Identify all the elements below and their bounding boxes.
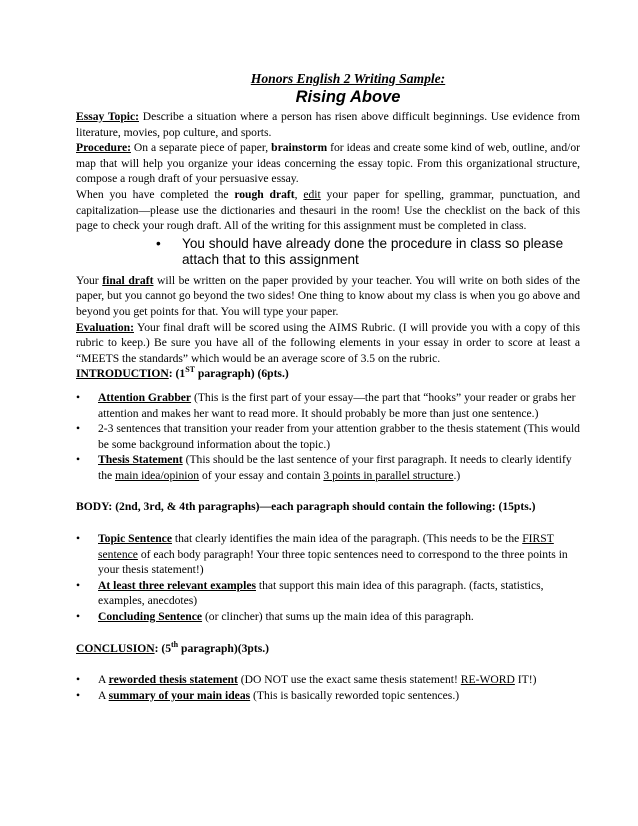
examples-text: that support this main idea of this paragraph. (facts, statistics, examples, anecdotes) — [98, 578, 544, 608]
rough-draft-text-1: When you have completed the — [76, 187, 235, 201]
essay-topic-paragraph — [76, 109, 580, 140]
list-item — [76, 452, 580, 483]
list-item — [76, 531, 580, 578]
procedure-note-text: You should have already done the procedure in class so please attach that to this assignment — [182, 235, 564, 268]
rough-draft-edit: edit — [303, 187, 321, 201]
procedure-brainstorm: brainstorm — [271, 141, 328, 155]
reworded-reword: RE-WORD — [460, 673, 515, 687]
topic-sentence-text-1: that clearly identifies the main idea of the paragraph. (This needs to be the — [171, 532, 523, 546]
concluding-sentence-text: (or clincher) that sums up the main idea of this paragraph. — [202, 610, 474, 624]
rough-draft-text-2: , — [294, 187, 304, 201]
conclusion-heading-rest: paragraph)(3pts.) — [178, 641, 269, 655]
attention-grabber-label: Attention Grabber — [98, 390, 192, 404]
thesis-parallel-structure: 3 points in parallel structure — [323, 468, 454, 482]
bullet-icon: • — [76, 532, 81, 546]
summary-pre: A — [98, 688, 109, 702]
summary-text: (This is basically reworded topic sentences.) — [250, 688, 460, 702]
evaluation-text: Your final draft will be scored using the AIMS Rubric. (I will provide you with a copy of this rubric to keep.) Be sure you have all of the following elements in your essay in order to score at least a “MEETS the standards” which would be an average score of 3.5 on the rubric. — [76, 320, 580, 365]
reworded-text-2: IT!) — [514, 673, 537, 687]
thesis-text-2: of your essay and contain — [199, 468, 324, 482]
examples-label: At least three relevant examples — [98, 578, 256, 592]
list-item — [76, 390, 580, 421]
thesis-text-1: (This should be the last sentence of your first paragraph. It needs to clearly identify the — [98, 453, 572, 482]
introduction-list — [76, 390, 580, 484]
attention-grabber-text: (This is the first part of your essay—the part that “hooks” your reader or grabs her attention and makes her want to read more. It should probably be more than just one sentence.) — [98, 390, 576, 420]
bullet-icon: • — [156, 235, 161, 251]
bullet-icon: • — [76, 390, 81, 404]
introduction-label: INTRODUCTION — [76, 367, 169, 381]
bullet-icon: • — [76, 673, 81, 687]
list-item — [76, 672, 580, 688]
bullet-icon: • — [76, 610, 81, 624]
bullet-icon: • — [76, 422, 81, 436]
summary-label: summary of your main ideas — [108, 688, 251, 702]
topic-sentence-label: Topic Sentence — [98, 532, 172, 546]
evaluation-label: Evaluation: — [76, 320, 134, 334]
final-draft-text-1: Your — [76, 273, 103, 287]
list-item — [76, 609, 580, 625]
conclusion-heading-text: : (5 — [154, 641, 172, 655]
list-item — [76, 421, 580, 452]
body-list — [76, 531, 580, 625]
topic-sentence-first: FIRST sentence — [98, 532, 554, 561]
bullet-icon: • — [76, 453, 81, 467]
transition-sentences-text: 2-3 sentences that transition your reader from your attention grabber to the thesis statement (This would be some background information about the topic.) — [98, 422, 580, 451]
final-draft-label: final draft — [102, 273, 154, 287]
topic-sentence-text-2: of each body paragraph! Your three topic sentences need to correspond to the three points in your thesis statement!) — [98, 547, 568, 577]
bullet-icon: • — [76, 688, 81, 702]
document-subtitle: Rising Above — [295, 88, 401, 106]
evaluation-paragraph — [76, 320, 580, 367]
conclusion-list — [76, 672, 580, 703]
introduction-heading — [76, 366, 580, 382]
thesis-main-idea: main idea/opinion — [115, 468, 200, 482]
reworded-text-1: (DO NOT use the exact same thesis statement! — [237, 673, 461, 687]
rough-draft-label: rough draft — [234, 187, 295, 201]
conclusion-sup: th — [171, 639, 179, 649]
final-draft-paragraph — [76, 273, 580, 320]
conclusion-label: CONCLUSION — [76, 641, 155, 655]
list-item — [76, 688, 580, 704]
essay-topic-text: Describe a situation where a person has risen above difficult beginnings. Use evidence from literature, movies, pop culture, and sports. — [76, 110, 580, 139]
list-item — [76, 578, 580, 609]
rough-draft-text-3: your paper for spelling, grammar, punctuation, and capitalization—please use the dictionaries and thesauri in the room! Use the checklist on the back of this page to check your rough draft. All of the writing for this assignment must be completed in class. — [76, 187, 580, 233]
procedure-note — [156, 236, 580, 269]
procedure-text-1: On a separate piece of paper, — [130, 141, 272, 155]
reworded-pre: A — [98, 673, 109, 687]
body-heading: BODY: (2nd, 3rd, & 4th paragraphs)—each paragraph should contain the following: (15pts.) — [76, 500, 536, 514]
procedure-paragraph — [76, 140, 580, 187]
introduction-heading-rest: paragraph) (6pts.) — [194, 367, 289, 381]
thesis-text-3: .) — [453, 468, 461, 482]
document-title: Honors English 2 Writing Sample: — [250, 71, 446, 86]
conclusion-heading — [76, 641, 580, 657]
final-draft-text-2: will be written on the paper provided by your teacher. You will write on both sides of the paper, but you cannot go beyond the two sides! One thing to know about my class is when you go above and beyond you get points for that. You will type your paper. — [76, 273, 580, 318]
concluding-sentence-label: Concluding Sentence — [98, 610, 203, 624]
procedure-text-2: for ideas and create some kind of web, outline, and/or map that will help you organize your ideas concerning the essay topic. From this organizational structure, compose a rough draft of your persuasive essay. — [76, 141, 580, 186]
rough-draft-paragraph — [76, 187, 580, 234]
document-body — [76, 70, 580, 703]
reworded-thesis-label: reworded thesis statement — [108, 673, 238, 687]
thesis-statement-label: Thesis Statement — [98, 453, 183, 467]
bullet-icon: • — [76, 578, 81, 592]
introduction-sup: ST — [185, 365, 195, 375]
essay-topic-label: Essay Topic: — [76, 110, 139, 123]
procedure-label: Procedure: — [76, 141, 131, 155]
introduction-heading-text: : (1 — [168, 367, 186, 381]
